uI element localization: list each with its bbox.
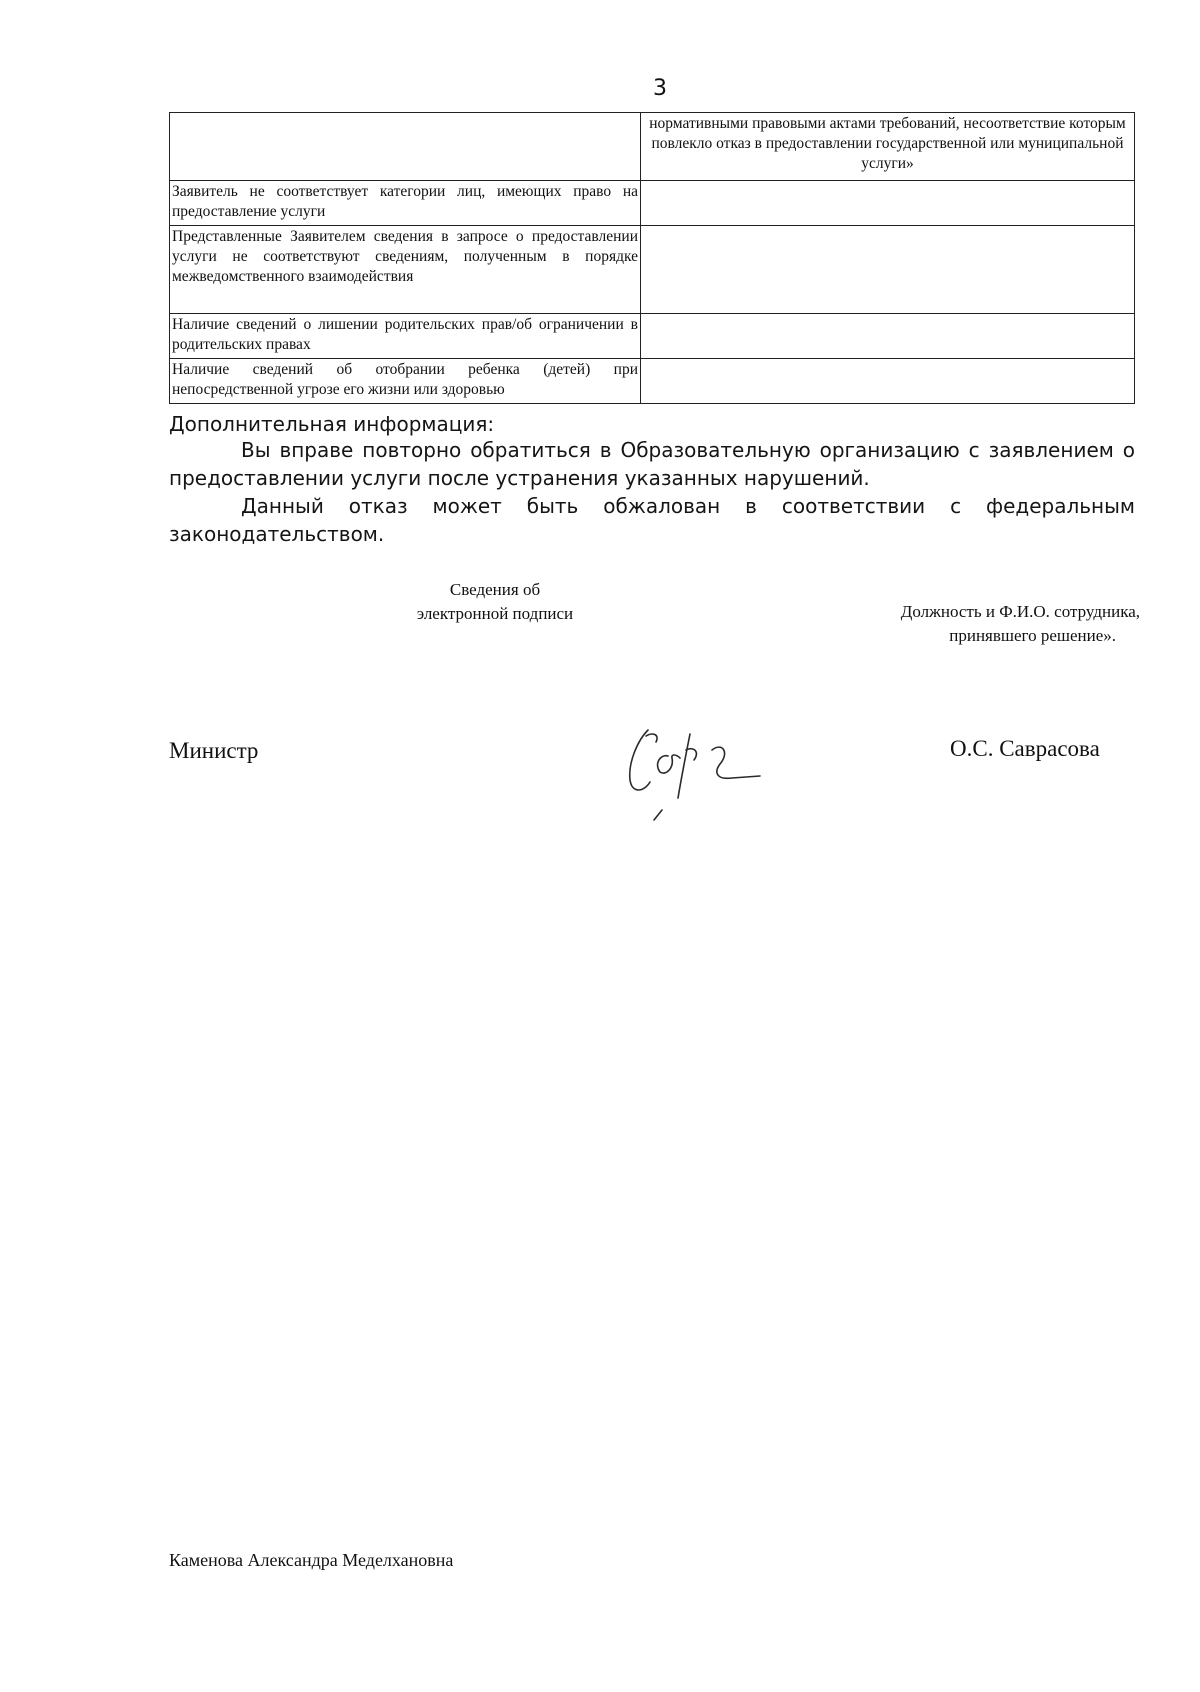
handwritten-signature — [620, 724, 790, 834]
ground-cell — [170, 226, 641, 314]
table-row — [170, 226, 1135, 314]
explanation-cell — [641, 181, 1135, 226]
ground-text: Заявитель не соответствует категории лиц, имеющих право на предоставление услуги — [172, 183, 638, 220]
esignature-info-line: электронной подписи — [416, 604, 574, 623]
explanation-cell — [641, 314, 1135, 359]
esignature-info-line: Сведения об — [449, 580, 541, 599]
page-number: 3 — [653, 76, 667, 101]
official-position-block — [820, 600, 1140, 648]
executor-name: Каменова Александра Меделхановна — [169, 1550, 454, 1570]
table-row — [170, 314, 1135, 359]
ground-text: Наличие сведений об отобрании ребенка (детей) при непосредственной угрозе его жизни или здоровью — [172, 361, 638, 398]
official-position-line: принявшего решение». — [949, 626, 1116, 645]
ground-cell — [170, 359, 641, 404]
table-row — [170, 113, 1135, 181]
table-cell-empty — [170, 113, 641, 181]
explanation-cell — [641, 359, 1135, 404]
explanation-cell — [641, 226, 1135, 314]
signatory-title: Министр — [169, 738, 259, 763]
table-row — [170, 359, 1135, 404]
table-header-text: нормативными правовыми актами требований, несоответствие которым повлекло отказ в предоставлении государственной или муниципальной услуги» — [649, 115, 1126, 172]
ground-text: Наличие сведений о лишении родительских прав/об ограничении в родительских правах — [172, 316, 638, 353]
table-header-cell — [641, 113, 1135, 181]
table-row — [170, 181, 1135, 226]
official-position-line: Должность и Ф.И.О. сотрудника, — [900, 602, 1140, 621]
additional-info-label: Дополнительная информация: — [169, 412, 495, 436]
signatory-name: О.С. Саврасова — [950, 736, 1100, 761]
esignature-info — [385, 578, 605, 626]
additional-info-paragraph: Данный отказ может быть обжалован в соответствии с федеральным законодательством. — [169, 494, 1135, 546]
additional-info-paragraph: Вы вправе повторно обратиться в Образовательную организацию с заявлением о предоставлении услуги после устранения указанных нарушений. — [169, 438, 1135, 490]
ground-cell — [170, 314, 641, 359]
refusal-grounds-table — [169, 112, 1135, 404]
ground-text: Представленные Заявителем сведения в запросе о предоставлении услуги не соответствуют сведениям, полученным в порядке межведомственного взаимодействия — [172, 228, 638, 285]
ground-cell — [170, 181, 641, 226]
